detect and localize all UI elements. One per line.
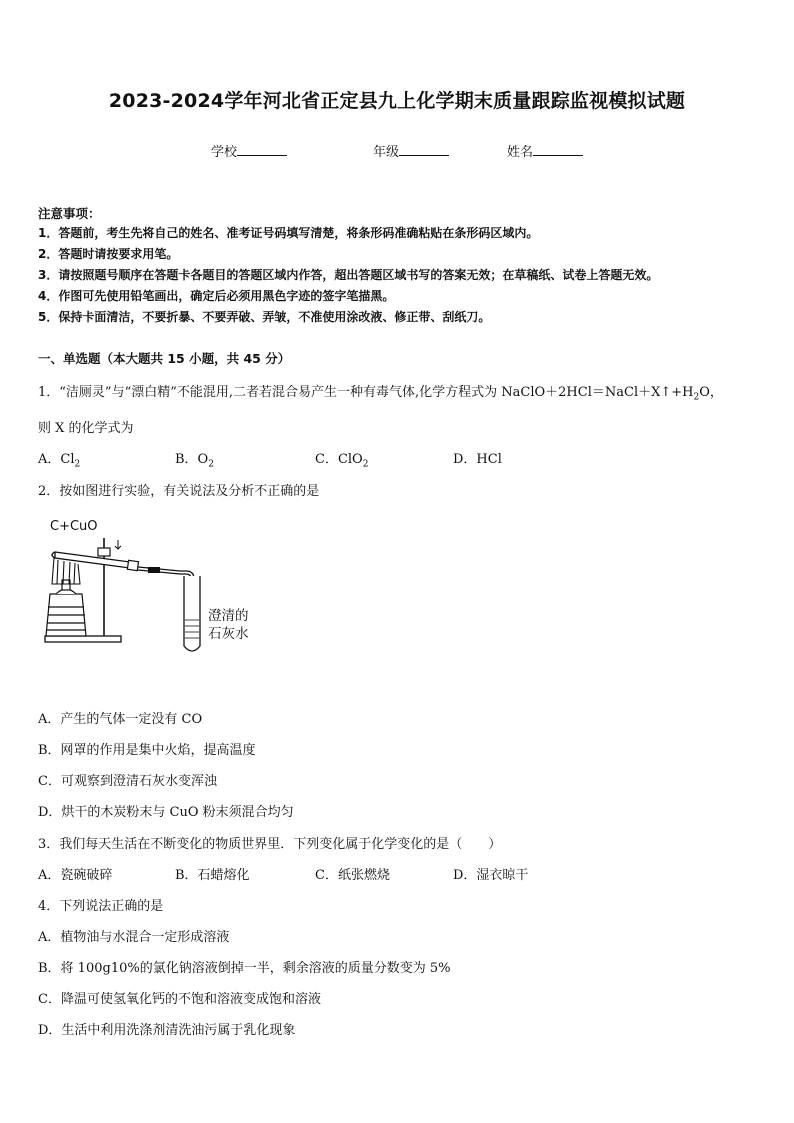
- option-text: A．Cl: [38, 452, 75, 467]
- school-field: [211, 141, 287, 160]
- note-item: 5．保持卡面清洁，不要折暴、不要弄破、弄皱，不准使用涂改液、修正带、刮纸刀。: [38, 310, 491, 324]
- question-3-text: 3．我们每天生活在不断变化的物质世界里．下列变化属于化学变化的是（ ）: [38, 837, 502, 852]
- equation-subscript: 2: [693, 392, 700, 403]
- grade-blank: [399, 143, 449, 156]
- alcohol-lamp: [46, 580, 86, 636]
- arrow-icon: [115, 540, 121, 549]
- q3-option-d[interactable]: D．湿衣晾干: [453, 868, 529, 883]
- option-subscript: 2: [362, 459, 369, 470]
- q2-option-c[interactable]: C．可观察到澄清石灰水变浑浊: [38, 774, 217, 789]
- school-blank: [237, 143, 287, 156]
- q4-option-b[interactable]: B．将 100g10%的氯化钠溶液倒掉一半，剩余溶液的质量分数变为 5%: [38, 961, 451, 976]
- question-2-text: 2．按如图进行实验，有关说法及分析不正确的是: [38, 484, 320, 499]
- q4-option-a[interactable]: A．植物油与水混合一定形成溶液: [38, 930, 230, 945]
- q1-option-c[interactable]: [315, 448, 368, 470]
- q1-option-a[interactable]: [38, 448, 80, 470]
- question-1-line2: 则 X 的化学式为: [38, 421, 134, 436]
- figure-label-reactant: C+CuO: [50, 519, 98, 534]
- stand-base: [45, 636, 121, 642]
- stopper: [127, 560, 138, 570]
- note-item: 1．答题前，考生先将自己的姓名、准考证号码填写清楚，将条形码准确粘贴在条形码区域内。: [38, 226, 539, 240]
- option-text: B．O: [175, 452, 209, 467]
- section-heading: 一、单选题（本大题共 15 小题，共 45 分）: [38, 351, 291, 366]
- clamp: [98, 548, 110, 556]
- question-1-text: 1．“洁厕灵”与“漂白精”不能混用,二者若混合易产生一种有毒气体,化学方程式为: [38, 385, 498, 400]
- q4-option-c[interactable]: C．降温可使氢氧化钙的不饱和溶液变成饱和溶液: [38, 992, 321, 1007]
- name-blank: [533, 143, 583, 156]
- question-1: [38, 381, 723, 403]
- note-item: 4．作图可先使用铅笔画出，确定后必须用黑色字迹的签字笔描黑。: [38, 289, 395, 303]
- option-subscript: 2: [208, 459, 214, 470]
- question-4-text: 4．下列说法正确的是: [38, 899, 164, 914]
- figure-label-solution-2: 石灰水: [208, 626, 249, 642]
- school-label: 学校: [211, 145, 238, 160]
- q3-option-b[interactable]: B．石蜡熔化: [175, 868, 250, 883]
- equation-tail: O，: [699, 385, 723, 400]
- q2-option-a[interactable]: A．产生的气体一定没有 CO: [38, 712, 203, 727]
- q3-option-a[interactable]: A．瓷碗破碎: [38, 868, 113, 883]
- rubber-joint: [148, 567, 160, 573]
- notes-heading: 注意事项：: [38, 206, 101, 221]
- option-text: D．HCl: [453, 452, 502, 467]
- grade-label: 年级: [373, 145, 400, 160]
- note-item: 2．答题时请按要求用笔。: [38, 247, 179, 261]
- option-text: C．ClO: [315, 452, 363, 467]
- option-subscript: 2: [74, 459, 81, 470]
- figure-label-solution-1: 澄清的: [208, 608, 249, 624]
- q2-option-b[interactable]: B．网罩的作用是集中火焰，提高温度: [38, 743, 256, 758]
- q2-option-d[interactable]: D．烘干的木炭粉末与 CuO 粉末须混合均匀: [38, 805, 294, 820]
- q1-option-d[interactable]: [453, 448, 502, 467]
- name-label: 姓名: [507, 145, 534, 160]
- receiving-tube: [184, 576, 200, 651]
- q4-option-d[interactable]: D．生活中利用洗涤剂清洗油污属于乳化现象: [38, 1023, 296, 1038]
- name-field: [507, 141, 583, 160]
- grade-field: [373, 141, 449, 160]
- q1-option-b[interactable]: [175, 448, 214, 470]
- equation-main: NaClO＋2HCl＝NaCl＋X↑+H: [501, 385, 694, 400]
- question-1-equation: [501, 385, 723, 403]
- note-item: 3．请按照题号顺序在答题卡各题目的答题区域内作答，超出答题区域书写的答案无效；在草稿纸、试卷上答题无效。: [38, 268, 659, 282]
- experiment-figure: [38, 512, 278, 660]
- q3-option-c[interactable]: C．纸张燃烧: [315, 868, 390, 883]
- page-title: 2023-2024学年河北省正定县九上化学期末质量跟踪监视模拟试题: [108, 90, 686, 112]
